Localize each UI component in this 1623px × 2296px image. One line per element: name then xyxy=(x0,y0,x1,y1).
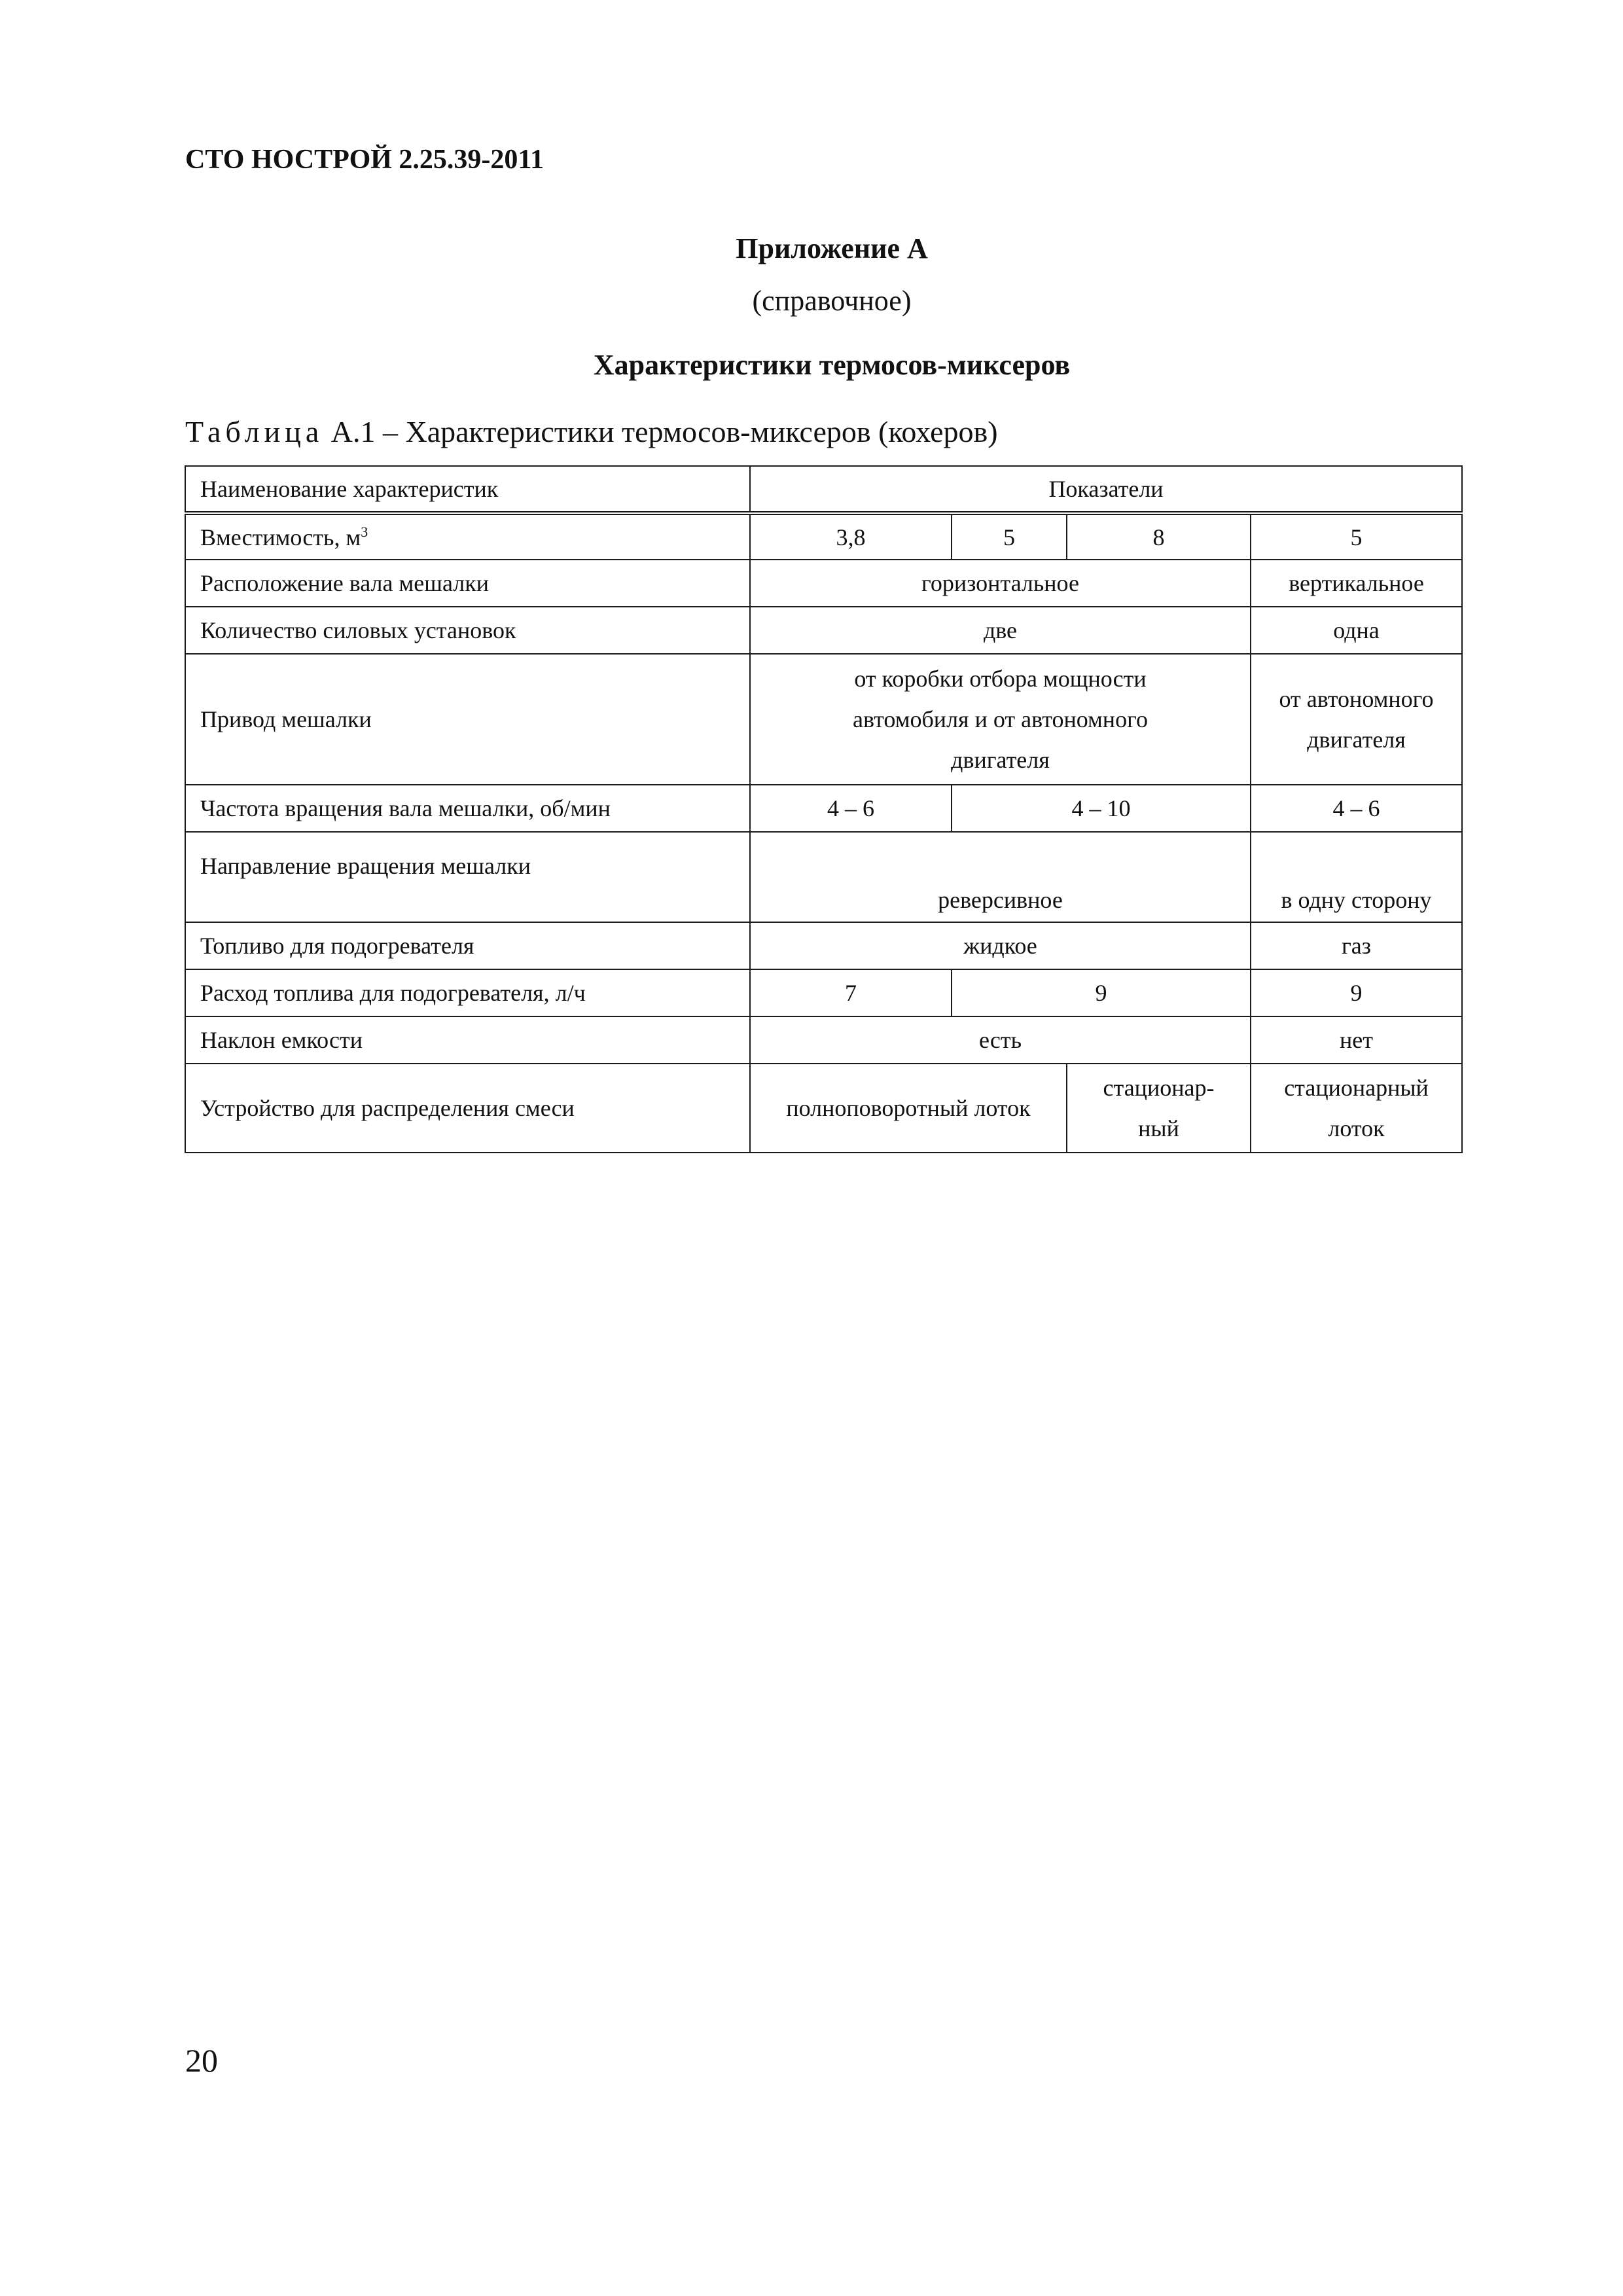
table-caption-label: Таблица xyxy=(185,415,324,448)
table-row-fuel-consumption xyxy=(185,969,1462,1016)
characteristics-table xyxy=(185,465,1463,1153)
value-cell: 9 xyxy=(1251,969,1462,1016)
table-row-power-units xyxy=(185,607,1462,654)
value-line: двигателя xyxy=(1307,726,1406,753)
table-row-heater-fuel xyxy=(185,922,1462,969)
header-name-cell: Наименование характеристик xyxy=(185,466,750,513)
value-line: ный xyxy=(1138,1115,1179,1141)
value-cell: 8 xyxy=(1067,513,1251,560)
value-cell xyxy=(1251,654,1462,785)
header-values-cell: Показатели xyxy=(750,466,1462,513)
value-cell: 9 xyxy=(952,969,1251,1016)
table-caption xyxy=(185,412,998,452)
value-cell: две xyxy=(750,607,1251,654)
value-cell: нет xyxy=(1251,1016,1462,1064)
table-row-mixer-drive xyxy=(185,654,1462,785)
annex-title: Приложение А xyxy=(736,232,928,264)
table-row-distribution-device xyxy=(185,1064,1462,1153)
row-name: Частота вращения вала мешалки, об/мин xyxy=(185,785,750,832)
value-cell: жидкое xyxy=(750,922,1251,969)
table-row-capacity xyxy=(185,513,1462,560)
row-name-text: Вместимость, м xyxy=(200,524,361,550)
value-line: от коробки отбора мощности xyxy=(854,666,1147,692)
value-cell: газ xyxy=(1251,922,1462,969)
row-name: Направление вращения мешалки xyxy=(185,832,750,922)
value-cell: есть xyxy=(750,1016,1251,1064)
unit-superscript: 3 xyxy=(361,523,368,540)
value-line: от автономного xyxy=(1279,686,1434,712)
value-cell: полноповоротный лоток xyxy=(750,1064,1067,1153)
table-row-rotation-speed xyxy=(185,785,1462,832)
annex-subtitle: (справочное) xyxy=(752,285,912,317)
value-line: автомобиля и от автономного xyxy=(853,706,1148,732)
row-name: Количество силовых установок xyxy=(185,607,750,654)
value-cell: 3,8 xyxy=(750,513,952,560)
value-line: стационарный xyxy=(1284,1075,1429,1101)
value-line: стационар- xyxy=(1103,1075,1215,1101)
value-cell: реверсивное xyxy=(750,832,1251,922)
value-cell: 5 xyxy=(952,513,1067,560)
value-cell: одна xyxy=(1251,607,1462,654)
value-cell: вертикальное xyxy=(1251,560,1462,607)
value-cell: 4 – 6 xyxy=(750,785,952,832)
row-name: Привод мешалки xyxy=(185,654,750,785)
value-line: двигателя xyxy=(951,747,1050,773)
value-cell xyxy=(1067,1064,1251,1153)
value-cell xyxy=(750,654,1251,785)
row-name: Устройство для распределения смеси xyxy=(185,1064,750,1153)
value-cell: 7 xyxy=(750,969,952,1016)
value-cell: 4 – 10 xyxy=(952,785,1251,832)
page-number: 20 xyxy=(185,2042,218,2079)
row-name xyxy=(185,513,750,560)
value-cell: горизонтальное xyxy=(750,560,1251,607)
table-header-row xyxy=(185,466,1462,513)
value-cell: в одну сторону xyxy=(1251,832,1462,922)
annex-heading: Характеристики термосов-миксеров xyxy=(593,349,1071,381)
row-name: Расположение вала мешалки xyxy=(185,560,750,607)
value-cell xyxy=(1251,1064,1462,1153)
value-cell: 4 – 6 xyxy=(1251,785,1462,832)
row-name: Наклон емкости xyxy=(185,1016,750,1064)
table-row-tank-tilt xyxy=(185,1016,1462,1064)
document-code: СТО НОСТРОЙ 2.25.39-2011 xyxy=(185,145,544,175)
table-caption-text: А.1 – Характеристики термосов-миксеров (кохеров) xyxy=(323,415,998,448)
value-cell: 5 xyxy=(1251,513,1462,560)
table-row-rotation-direction xyxy=(185,832,1462,922)
table-row-shaft-position xyxy=(185,560,1462,607)
row-name: Топливо для подогревателя xyxy=(185,922,750,969)
value-line: лоток xyxy=(1328,1115,1385,1141)
row-name: Расход топлива для подогревателя, л/ч xyxy=(185,969,750,1016)
